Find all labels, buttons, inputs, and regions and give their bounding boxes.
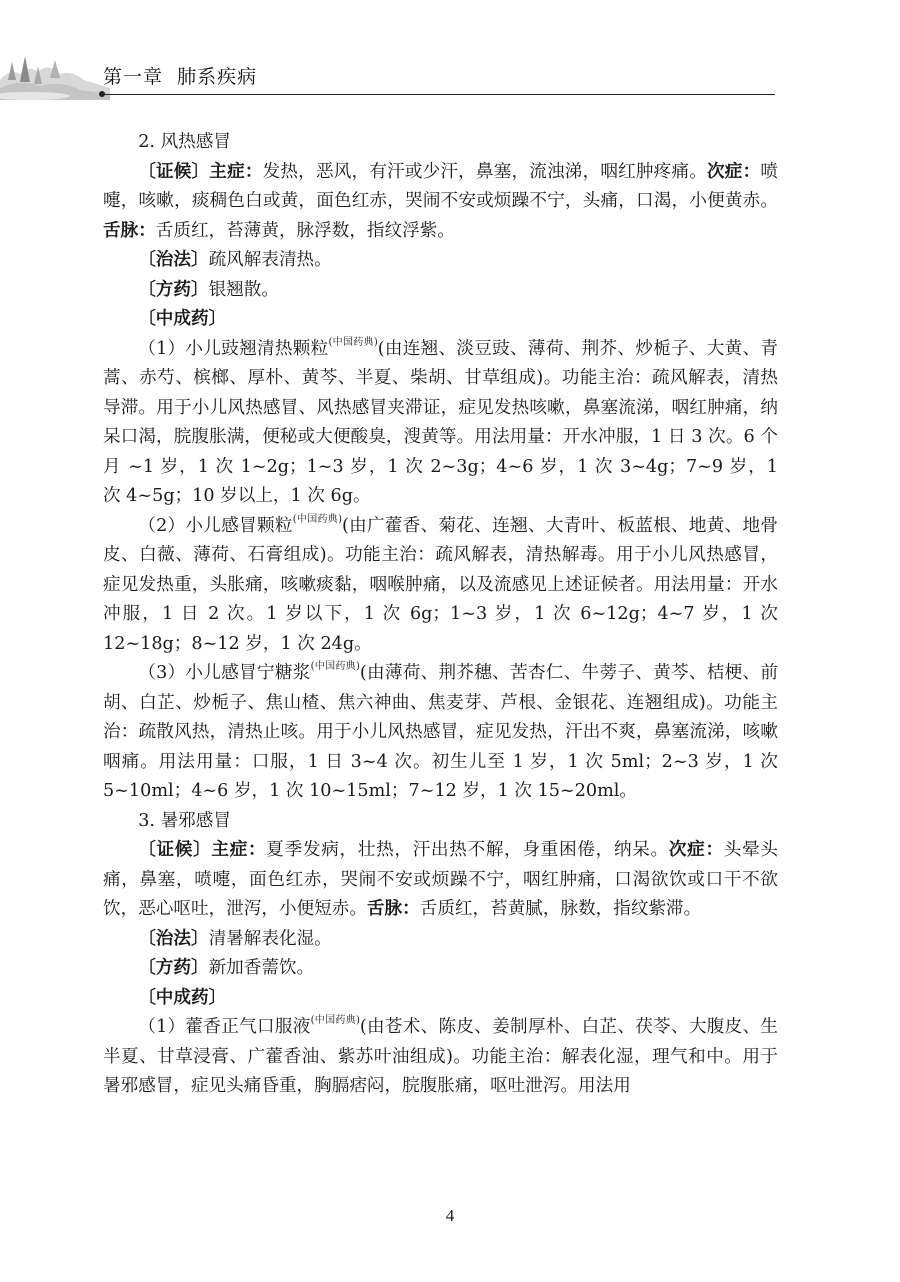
- page-header: [0, 0, 900, 110]
- landscape-decoration: [0, 40, 110, 100]
- tongue-pulse-text: 舌质红，苔黄腻，脉数，指纹紫滞。: [419, 899, 702, 919]
- main-symptom-text: 发热，恶风，有汗或少汗，鼻塞，流浊涕，咽红肿疼痛。: [262, 161, 708, 182]
- running-head: [103, 62, 257, 89]
- main-symptom-text: 夏季发病，壮热，汗出热不解，身重困倦，纳呆。: [266, 840, 669, 860]
- prescription-paragraph: [103, 954, 778, 984]
- section-heading: 3. 暑邪感冒: [138, 810, 231, 831]
- prescription-text: 新加香薷饮。: [208, 958, 315, 978]
- treatment-paragraph: [103, 246, 778, 276]
- syndrome-paragraph: [103, 158, 778, 247]
- page-number: 4: [445, 1206, 455, 1225]
- prescription-label: 〔方药〕: [138, 279, 209, 300]
- drug-description: (由广藿香、菊花、连翘、大青叶、板蓝根、地黄、地骨皮、白薇、薄荷、石膏组成)。功能主治：疏风解表，清热解毒。用于小儿风热感冒，症见发热重，头胀痛，咳嗽痰黏，咽喉肿痛，以及流感见上述证候者。用法用量：开水冲服，1 日 2 次。1 岁以下，1 次 6g；1~3 岁，1 次 6~12g；4~7 岁，1 次 12~18g；8~12 岁，1 次 24g。: [103, 515, 778, 654]
- minor-symptom-text: 喷嚏，咳嗽，痰稠色白或黄，面色红赤，哭闹不安或烦躁不宁，头痛，口渴，小便黄赤。: [103, 161, 778, 211]
- drug-description: (由苍术、陈皮、姜制厚朴、白芷、茯苓、大腹皮、生半夏、甘草浸膏、广藿香油、紫苏叶油组成)。功能主治：解表化湿，理气和中。用于暑邪感冒，症见头痛昏重，胸膈痞闷，脘腹胀痛，呕吐泄泻。用法用: [103, 1017, 778, 1096]
- drug-name: （2）小儿感冒颗粒: [138, 515, 293, 536]
- header-rule: [103, 94, 775, 95]
- drug-name: （3）小儿感冒宁糖浆: [138, 663, 311, 683]
- syndrome-label: 〔证候〕: [138, 840, 212, 860]
- tongue-pulse-text: 舌质红，苔薄黄，脉浮数，指纹浮紫。: [155, 220, 455, 241]
- syndrome-label: 〔证候〕: [138, 161, 210, 182]
- syndrome-paragraph: [103, 836, 778, 925]
- drug-name: （1）藿香正气口服液: [138, 1017, 311, 1037]
- drug-entry: [103, 1013, 778, 1102]
- chapter-number: 第一章: [103, 66, 164, 88]
- tongue-pulse-label: 舌脉：: [366, 899, 420, 919]
- drug-entry: [103, 335, 778, 512]
- main-symptom-label: 主症：: [209, 161, 263, 182]
- patent-medicine-heading: [103, 305, 778, 335]
- pharmacopoeia-source: (中国药典): [310, 661, 360, 672]
- pharmacopoeia-source: (中国药典): [292, 513, 342, 525]
- minor-symptom-label: 次症：: [707, 161, 761, 182]
- treatment-paragraph: [103, 925, 778, 955]
- pharmacopoeia-source: (中国药典): [328, 336, 378, 348]
- drug-description: (由连翘、淡豆豉、薄荷、荆芥、炒栀子、大黄、青蒿、赤芍、槟榔、厚朴、黄芩、半夏、柴胡、甘草组成)。功能主治：疏风解表，清热导滞。用于小儿风热感冒、风热感冒夹滞证，症见发热咳嗽，鼻塞流涕，咽红肿痛，纳呆口渴，脘腹胀满，便秘或大便酸臭，溲黄等。用法用量：开水冲服，1 日 3 次。6 个月 ~1 岁，1 次 1~2g；1~3 岁，1 次 2~3g；4~6 岁，1 次 3~4g；7~9 岁，1 次 4~5g；10 岁以上，1 次 6g。: [103, 338, 778, 506]
- minor-symptom-text: 头晕头痛，鼻塞，喷嚏，面色红赤，哭闹不安或烦躁不宁，咽红肿痛，口渴欲饮或口干不欲饮，恶心呕吐，泄泻，小便短赤。: [103, 840, 778, 919]
- pharmacopoeia-source: (中国药典): [310, 1015, 360, 1026]
- main-symptom-label: 主症：: [211, 840, 267, 860]
- prescription-label: 〔方药〕: [138, 958, 209, 978]
- treatment-text: 疏风解表清热。: [208, 250, 332, 270]
- chapter-title: 肺系疾病: [177, 66, 258, 88]
- treatment-text: 清暑解表化湿。: [208, 928, 332, 949]
- drug-name: （1）小儿豉翘清热颗粒: [138, 338, 329, 359]
- prescription-paragraph: [103, 276, 778, 306]
- body-text: [103, 128, 778, 1102]
- treatment-label: 〔治法〕: [138, 928, 209, 949]
- drug-entry: [103, 512, 778, 660]
- drug-entry: [103, 659, 778, 807]
- treatment-label: 〔治法〕: [138, 250, 209, 270]
- patent-medicine-label: 〔中成药〕: [138, 309, 227, 329]
- patent-medicine-heading: [103, 984, 778, 1014]
- patent-medicine-label: 〔中成药〕: [138, 987, 227, 1008]
- section-heading: 2. 风热感冒: [138, 132, 231, 152]
- minor-symptom-label: 次症：: [668, 840, 724, 860]
- drug-description: (由薄荷、荆芥穗、苦杏仁、牛蒡子、黄芩、桔梗、前胡、白芷、炒栀子、焦山楂、焦六神曲、焦麦芽、芦根、金银花、连翘组成)。功能主治：疏散风热，清热止咳。用于小儿风热感冒，症见发热，汗出不爽，鼻塞流涕，咳嗽咽痛。用法用量：口服，1 日 3~4 次。初生儿至 1 岁，1 次 5ml；2~3 岁，1 次 5~10ml；4~6 岁，1 次 10~15ml；7~12 岁，1 次 15~20ml。: [103, 663, 778, 801]
- tongue-pulse-label: 舌脉：: [103, 220, 156, 241]
- prescription-text: 银翘散。: [208, 279, 279, 300]
